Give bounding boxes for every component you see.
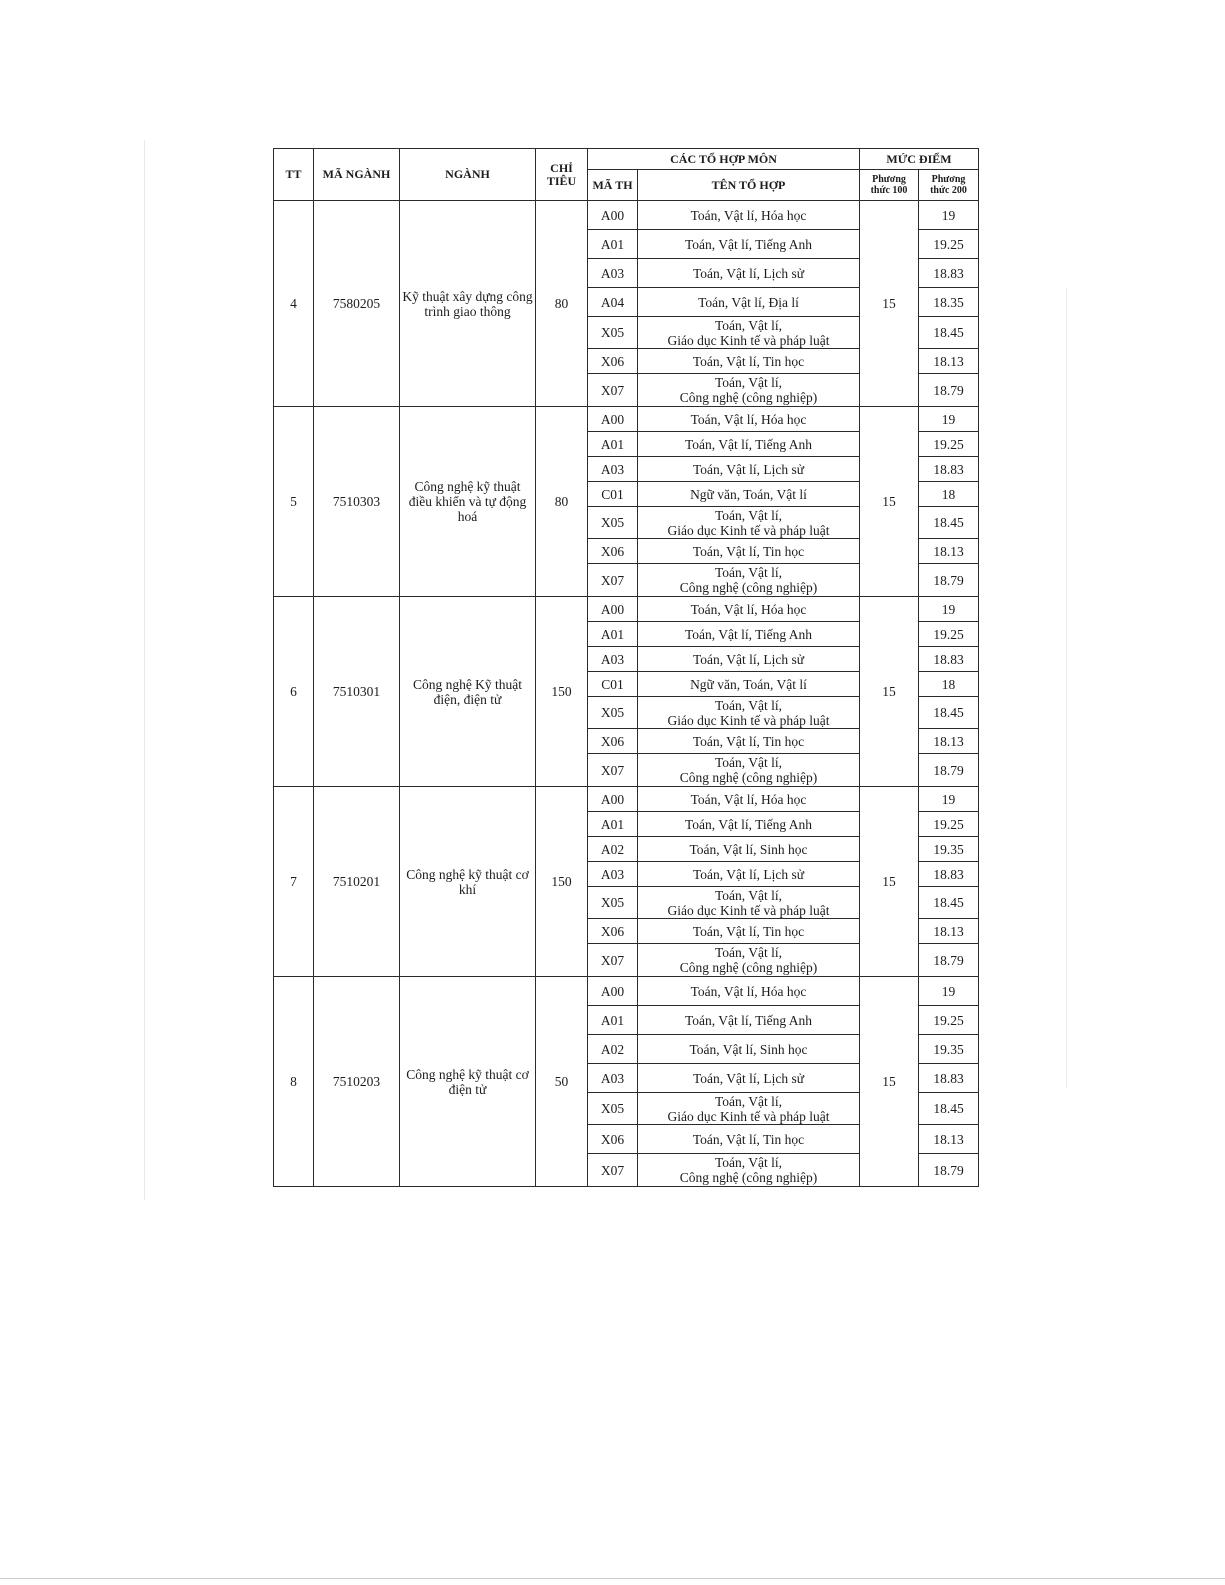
ten-to-hop-line: Giáo dục Kinh tế và pháp luật	[667, 712, 830, 728]
cell-ten-to-hop	[638, 1035, 860, 1064]
cell-diem-phuong-thuc-200: 19.25	[919, 1006, 979, 1035]
ten-to-hop-line: Toán, Vật lí, Sinh học	[689, 841, 808, 857]
cell-diem-phuong-thuc-200: 18.45	[919, 317, 979, 349]
cell-ma-to-hop: C01	[588, 672, 638, 697]
cell-diem-phuong-thuc-100: 15	[860, 977, 919, 1187]
header-ten-to-hop: TÊN TỔ HỢP	[638, 170, 860, 201]
ten-to-hop-line: Công nghệ (công nghiệp)	[679, 770, 818, 785]
cell-ma-to-hop: A02	[588, 1035, 638, 1064]
cell-ma-to-hop: A01	[588, 622, 638, 647]
ten-to-hop-line: Toán, Vật lí, Hóa học	[690, 601, 807, 617]
table-row	[274, 201, 979, 230]
cell-diem-phuong-thuc-200: 19	[919, 597, 979, 622]
ten-to-hop-line: Toán, Vật lí, Lịch sử	[692, 265, 805, 281]
cell-ten-to-hop	[638, 432, 860, 457]
table-row	[274, 597, 979, 622]
cell-diem-phuong-thuc-200: 19.25	[919, 622, 979, 647]
cell-diem-phuong-thuc-200: 19	[919, 977, 979, 1006]
cell-diem-phuong-thuc-200: 18.13	[919, 729, 979, 754]
cell-ten-to-hop	[638, 259, 860, 288]
ten-to-hop-line: Toán, Vật lí, Hóa học	[690, 983, 807, 999]
cell-chi-tieu: 50	[536, 977, 588, 1187]
ten-to-hop-line: Công nghệ (công nghiệp)	[679, 1170, 818, 1185]
cell-diem-phuong-thuc-100: 15	[860, 787, 919, 977]
cell-nganh: Công nghệ Kỹ thuật điện, điện tử	[400, 597, 536, 787]
cell-ma-nganh: 7510301	[314, 597, 400, 787]
table-row	[274, 977, 979, 1006]
cell-tt: 7	[274, 787, 314, 977]
cell-diem-phuong-thuc-100: 15	[860, 201, 919, 407]
cell-chi-tieu: 150	[536, 787, 588, 977]
cell-ma-to-hop: X07	[588, 564, 638, 597]
cell-ma-to-hop: A01	[588, 230, 638, 259]
cell-diem-phuong-thuc-200: 18.13	[919, 349, 979, 374]
ten-to-hop-line: Giáo dục Kinh tế và pháp luật	[667, 902, 830, 918]
cell-ten-to-hop	[638, 349, 860, 374]
cell-ten-to-hop	[638, 1093, 860, 1125]
ten-to-hop-line: Toán, Vật lí, Tin học	[692, 353, 805, 369]
cell-diem-phuong-thuc-200: 18	[919, 672, 979, 697]
cell-ma-to-hop: X06	[588, 1125, 638, 1154]
ten-to-hop-line: Công nghệ (công nghiệp)	[679, 580, 818, 595]
scan-edge-bottom	[0, 1578, 1225, 1579]
cell-diem-phuong-thuc-200: 18.13	[919, 539, 979, 564]
cell-ten-to-hop	[638, 1006, 860, 1035]
header-cac-to-hop-mon: CÁC TỔ HỢP MÔN	[588, 149, 860, 170]
cell-ten-to-hop	[638, 837, 860, 862]
cell-ten-to-hop	[638, 564, 860, 597]
cell-ma-to-hop: X06	[588, 729, 638, 754]
cell-chi-tieu: 150	[536, 597, 588, 787]
ten-to-hop-line: Toán, Vật lí,	[714, 945, 783, 960]
ten-to-hop-line: Công nghệ (công nghiệp)	[679, 960, 818, 975]
cell-nganh: Công nghệ kỹ thuật điều khiển và tự động hoá	[400, 407, 536, 597]
ten-to-hop-line: Toán, Vật lí, Hóa học	[690, 791, 807, 807]
admission-score-table	[273, 148, 979, 1187]
cell-ten-to-hop	[638, 539, 860, 564]
cell-ten-to-hop	[638, 482, 860, 507]
cell-ten-to-hop	[638, 457, 860, 482]
cell-ten-to-hop	[638, 288, 860, 317]
cell-ma-to-hop: X05	[588, 697, 638, 729]
cell-ma-nganh: 7510303	[314, 407, 400, 597]
ten-to-hop-line: Toán, Vật lí,	[714, 317, 783, 333]
cell-diem-phuong-thuc-200: 18.79	[919, 944, 979, 977]
cell-ma-to-hop: X07	[588, 374, 638, 407]
ten-to-hop-line: Toán, Vật lí,	[714, 507, 783, 523]
header-nganh: NGÀNH	[400, 149, 536, 201]
cell-tt: 6	[274, 597, 314, 787]
cell-ten-to-hop	[638, 230, 860, 259]
header-phuong-thuc-100: Phương thức 100	[860, 170, 919, 201]
header-phuong-thuc-200: Phương thức 200	[919, 170, 979, 201]
cell-ten-to-hop	[638, 977, 860, 1006]
scan-edge-right	[1066, 288, 1067, 1088]
cell-ma-to-hop: A00	[588, 407, 638, 432]
cell-ma-to-hop: A01	[588, 812, 638, 837]
table-row	[274, 787, 979, 812]
header-ma-nganh: MÃ NGÀNH	[314, 149, 400, 201]
cell-diem-phuong-thuc-200: 18.83	[919, 1064, 979, 1093]
cell-diem-phuong-thuc-200: 19.35	[919, 1035, 979, 1064]
ten-to-hop-line: Toán, Vật lí,	[714, 1093, 783, 1109]
cell-ten-to-hop	[638, 754, 860, 787]
cell-ma-to-hop: X06	[588, 539, 638, 564]
ten-to-hop-line: Toán, Vật lí, Lịch sử	[692, 1070, 805, 1086]
cell-ma-to-hop: A00	[588, 597, 638, 622]
cell-ma-to-hop: A03	[588, 862, 638, 887]
cell-diem-phuong-thuc-200: 19	[919, 201, 979, 230]
cell-diem-phuong-thuc-200: 18.83	[919, 647, 979, 672]
cell-ma-to-hop: A01	[588, 1006, 638, 1035]
cell-chi-tieu: 80	[536, 407, 588, 597]
cell-ten-to-hop	[638, 729, 860, 754]
cell-diem-phuong-thuc-200: 18.13	[919, 1125, 979, 1154]
cell-tt: 4	[274, 201, 314, 407]
cell-ma-nganh: 7580205	[314, 201, 400, 407]
cell-diem-phuong-thuc-200: 18.79	[919, 754, 979, 787]
cell-diem-phuong-thuc-100: 15	[860, 407, 919, 597]
header-tt: TT	[274, 149, 314, 201]
cell-ma-to-hop: A03	[588, 259, 638, 288]
cell-diem-phuong-thuc-200: 18.13	[919, 919, 979, 944]
ten-to-hop-line: Toán, Vật lí, Hóa học	[690, 207, 807, 223]
cell-ma-to-hop: A01	[588, 432, 638, 457]
cell-ma-to-hop: X06	[588, 919, 638, 944]
cell-ma-to-hop: A03	[588, 457, 638, 482]
header-muc-diem: MỨC ĐIỂM	[860, 149, 979, 170]
cell-ten-to-hop	[638, 1125, 860, 1154]
cell-diem-phuong-thuc-100: 15	[860, 597, 919, 787]
cell-ma-to-hop: X05	[588, 507, 638, 539]
cell-nganh: Công nghệ kỹ thuật cơ khí	[400, 787, 536, 977]
cell-ma-to-hop: A00	[588, 201, 638, 230]
cell-ma-to-hop: C01	[588, 482, 638, 507]
cell-ten-to-hop	[638, 862, 860, 887]
cell-ma-nganh: 7510201	[314, 787, 400, 977]
cell-ma-to-hop: X07	[588, 754, 638, 787]
cell-ma-to-hop: X05	[588, 317, 638, 349]
cell-ma-to-hop: A02	[588, 837, 638, 862]
cell-ten-to-hop	[638, 919, 860, 944]
cell-ten-to-hop	[638, 647, 860, 672]
ten-to-hop-line: Toán, Vật lí,	[714, 565, 783, 580]
cell-ma-nganh: 7510203	[314, 977, 400, 1187]
cell-ten-to-hop	[638, 507, 860, 539]
cell-diem-phuong-thuc-200: 18.35	[919, 288, 979, 317]
cell-ten-to-hop	[638, 201, 860, 230]
header-chi-tieu: CHỈ TIÊU	[536, 149, 588, 201]
ten-to-hop-line: Công nghệ (công nghiệp)	[679, 390, 818, 405]
cell-diem-phuong-thuc-200: 18.45	[919, 887, 979, 919]
cell-ten-to-hop	[638, 597, 860, 622]
cell-ten-to-hop	[638, 374, 860, 407]
cell-ten-to-hop	[638, 887, 860, 919]
ten-to-hop-line: Toán, Vật lí,	[714, 755, 783, 770]
cell-ten-to-hop	[638, 672, 860, 697]
cell-diem-phuong-thuc-200: 18.79	[919, 1154, 979, 1187]
ten-to-hop-line: Toán, Vật lí, Tin học	[692, 733, 805, 749]
cell-diem-phuong-thuc-200: 18.83	[919, 457, 979, 482]
cell-diem-phuong-thuc-200: 19.35	[919, 837, 979, 862]
cell-ma-to-hop: X05	[588, 1093, 638, 1125]
cell-ma-to-hop: X05	[588, 887, 638, 919]
ten-to-hop-line: Toán, Vật lí, Tiếng Anh	[684, 816, 813, 832]
table-row	[274, 407, 979, 432]
cell-diem-phuong-thuc-200: 18.79	[919, 374, 979, 407]
cell-diem-phuong-thuc-200: 18.45	[919, 697, 979, 729]
ten-to-hop-line: Toán, Vật lí, Tiếng Anh	[684, 1012, 813, 1028]
ten-to-hop-line: Toán, Vật lí, Tin học	[692, 543, 805, 559]
ten-to-hop-line: Toán, Vật lí, Lịch sử	[692, 651, 805, 667]
cell-diem-phuong-thuc-200: 18.83	[919, 259, 979, 288]
cell-diem-phuong-thuc-200: 18.79	[919, 564, 979, 597]
ten-to-hop-line: Giáo dục Kinh tế và pháp luật	[667, 332, 830, 348]
cell-ma-to-hop: A03	[588, 1064, 638, 1093]
ten-to-hop-line: Giáo dục Kinh tế và pháp luật	[667, 1108, 830, 1124]
cell-ten-to-hop	[638, 697, 860, 729]
ten-to-hop-line: Toán, Vật lí, Lịch sử	[692, 461, 805, 477]
cell-ten-to-hop	[638, 787, 860, 812]
ten-to-hop-line: Toán, Vật lí,	[714, 1155, 783, 1170]
ten-to-hop-line: Toán, Vật lí, Tiếng Anh	[684, 436, 813, 452]
cell-nganh: Công nghệ kỹ thuật cơ điện tử	[400, 977, 536, 1187]
cell-diem-phuong-thuc-200: 18.83	[919, 862, 979, 887]
cell-diem-phuong-thuc-200: 18.45	[919, 507, 979, 539]
cell-ma-to-hop: A04	[588, 288, 638, 317]
ten-to-hop-line: Toán, Vật lí, Địa lí	[698, 294, 799, 310]
cell-diem-phuong-thuc-200: 19.25	[919, 812, 979, 837]
cell-diem-phuong-thuc-200: 18.45	[919, 1093, 979, 1125]
cell-tt: 8	[274, 977, 314, 1187]
table-body	[274, 201, 979, 1187]
ten-to-hop-line: Toán, Vật lí, Tin học	[692, 923, 805, 939]
ten-to-hop-line: Toán, Vật lí, Sinh học	[689, 1041, 808, 1057]
cell-diem-phuong-thuc-200: 19	[919, 787, 979, 812]
ten-to-hop-line: Toán, Vật lí,	[714, 375, 783, 390]
cell-diem-phuong-thuc-200: 19	[919, 407, 979, 432]
cell-nganh: Kỹ thuật xây dựng công trình giao thông	[400, 201, 536, 407]
cell-diem-phuong-thuc-200: 19.25	[919, 230, 979, 259]
cell-ten-to-hop	[638, 407, 860, 432]
ten-to-hop-line: Toán, Vật lí,	[714, 887, 783, 903]
cell-ma-to-hop: A00	[588, 787, 638, 812]
ten-to-hop-line: Toán, Vật lí,	[714, 697, 783, 713]
cell-diem-phuong-thuc-200: 19.25	[919, 432, 979, 457]
cell-ma-to-hop: A03	[588, 647, 638, 672]
cell-ten-to-hop	[638, 622, 860, 647]
ten-to-hop-line: Toán, Vật lí, Tiếng Anh	[684, 236, 813, 252]
cell-diem-phuong-thuc-200: 18	[919, 482, 979, 507]
ten-to-hop-line: Giáo dục Kinh tế và pháp luật	[667, 522, 830, 538]
ten-to-hop-line: Toán, Vật lí, Hóa học	[690, 411, 807, 427]
ten-to-hop-line: Toán, Vật lí, Tiếng Anh	[684, 626, 813, 642]
cell-ten-to-hop	[638, 812, 860, 837]
cell-ma-to-hop: A00	[588, 977, 638, 1006]
ten-to-hop-line: Ngữ văn, Toán, Vật lí	[690, 676, 807, 692]
cell-ten-to-hop	[638, 1154, 860, 1187]
table-header-row-1	[274, 149, 979, 170]
cell-ten-to-hop	[638, 944, 860, 977]
cell-tt: 5	[274, 407, 314, 597]
scan-edge-left	[144, 140, 145, 1200]
cell-ma-to-hop: X06	[588, 349, 638, 374]
ten-to-hop-line: Toán, Vật lí, Lịch sử	[692, 866, 805, 882]
cell-ten-to-hop	[638, 1064, 860, 1093]
ten-to-hop-line: Ngữ văn, Toán, Vật lí	[690, 486, 807, 502]
cell-ten-to-hop	[638, 317, 860, 349]
header-ma-th: MÃ TH	[588, 170, 638, 201]
ten-to-hop-line: Toán, Vật lí, Tin học	[692, 1131, 805, 1147]
cell-chi-tieu: 80	[536, 201, 588, 407]
cell-ma-to-hop: X07	[588, 944, 638, 977]
cell-ma-to-hop: X07	[588, 1154, 638, 1187]
